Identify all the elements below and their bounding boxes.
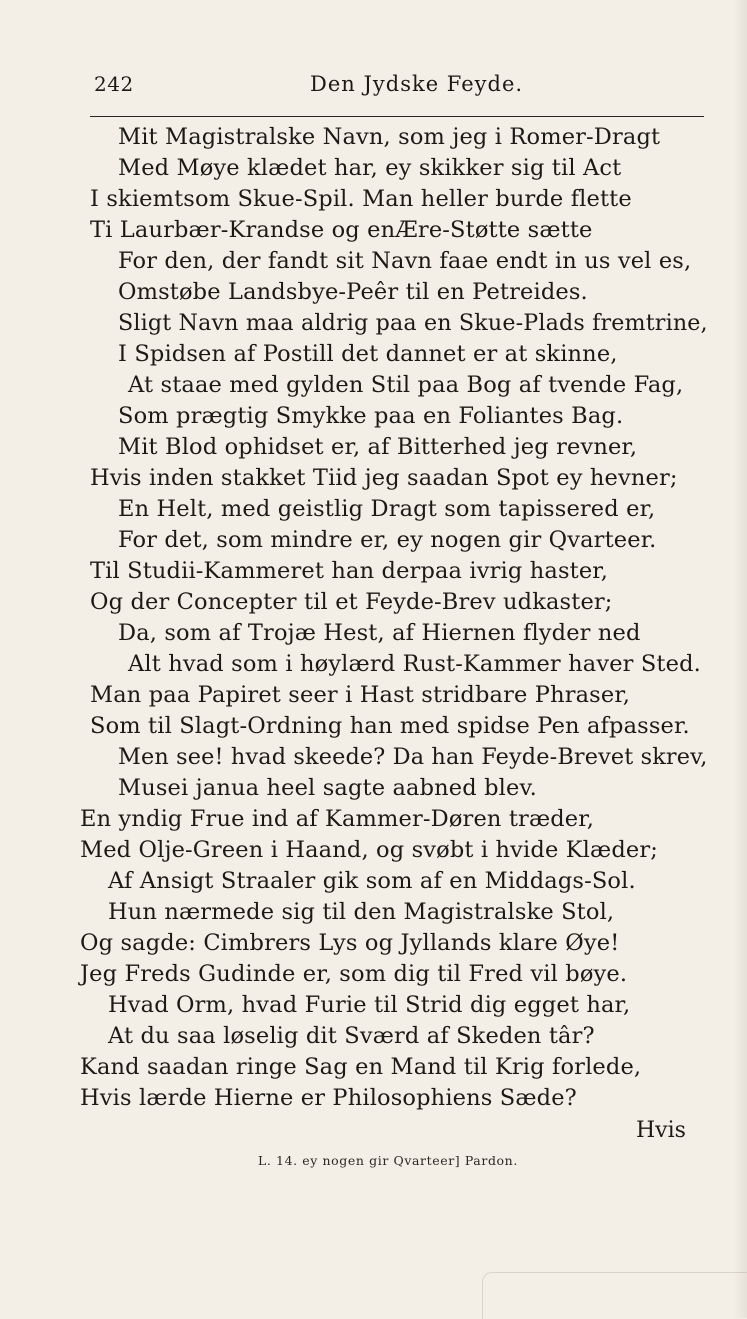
verse-line: Musei janua heel sagte aabned blev.: [118, 775, 537, 801]
verse-line: Med Olje-Green i Haand, og svøbt i hvide Klæder;: [80, 837, 658, 863]
verse-line: Hvis inden stakket Tiid jeg saadan Spot ey hevner;: [90, 465, 678, 491]
verse-line: Hun nærmede sig til den Magistralske Stol,: [108, 899, 615, 925]
verse-line: I skiemtsom Skue-Spil. Man heller burde flette: [90, 186, 632, 212]
running-title: Den Jydske Feyde.: [310, 72, 524, 96]
verse-line: Jeg Freds Gudinde er, som dig til Fred vil bøye.: [80, 961, 628, 987]
catchword: Hvis: [636, 1118, 686, 1143]
verse-line: Af Ansigt Straaler gik som af en Middags-Sol.: [108, 868, 636, 894]
page-header: [92, 68, 704, 104]
verse-line: Hvis lærde Hierne er Philosophiens Sæde?: [80, 1085, 577, 1111]
verse-line: Med Møye klædet har, ey skikker sig til Act: [118, 155, 622, 181]
verse-line: Alt hvad som i høylærd Rust-Kammer haver Sted.: [128, 651, 701, 677]
page-number: 242: [94, 72, 134, 96]
verse-line: Som prægtig Smykke paa en Foliantes Bag.: [118, 403, 624, 429]
page-corner-mark: [482, 1272, 747, 1319]
verse-line: Omstøbe Landsbye-Peêr til en Petreides.: [118, 279, 588, 305]
page-edge-shadow: [733, 0, 747, 1318]
verse-line: Sligt Navn maa aldrig paa en Skue-Plads fremtrine,: [118, 310, 708, 336]
verse-line: En yndig Frue ind af Kammer-Døren træder,: [80, 806, 595, 832]
verse-line: For den, der fandt sit Navn faae endt in us vel es,: [118, 248, 692, 274]
verse-line: Mit Blod ophidset er, af Bitterhed jeg revner,: [118, 434, 638, 460]
verse-line: Mit Magistralske Navn, som jeg i Romer-Dragt: [118, 124, 661, 150]
verse-line: Og sagde: Cimbrers Lys og Jyllands klare Øye!: [80, 930, 620, 956]
verse-line: Og der Concepter til et Feyde-Brev udkaster;: [90, 589, 613, 615]
verse-line: I Spidsen af Postill det dannet er at skinne,: [118, 341, 618, 367]
verse-line: Ti Laurbær-Krandse og enÆre-Støtte sætte: [90, 217, 593, 243]
verse-line: Hvad Orm, hvad Furie til Strid dig egget har,: [108, 992, 631, 1018]
verse-line: At du saa løselig dit Sværd af Skeden târ?: [108, 1023, 595, 1049]
verse-line: Som til Slagt-Ordning han med spidse Pen afpasser.: [90, 713, 690, 739]
verse-line: Til Studii-Kammeret han derpaa ivrig haster,: [90, 558, 609, 584]
header-rule: [90, 116, 704, 117]
verse-line: At staae med gylden Stil paa Bog af tvende Fag,: [128, 372, 684, 398]
verse-line: Kand saadan ringe Sag en Mand til Krig forlede,: [80, 1054, 642, 1080]
verse-line: Men see! hvad skeede? Da han Feyde-Brevet skrev,: [118, 744, 708, 770]
verse-line: For det, som mindre er, ey nogen gir Qvarteer.: [118, 527, 657, 553]
verse-line: Da, som af Trojæ Hest, af Hiernen flyder ned: [118, 620, 641, 646]
verse-line: Man paa Papiret seer i Hast stridbare Phraser,: [90, 682, 631, 708]
footnote: L. 14. ey nogen gir Qvarteer] Pardon.: [258, 1153, 518, 1168]
verse-line: En Helt, med geistlig Dragt som tapissered er,: [118, 496, 656, 522]
